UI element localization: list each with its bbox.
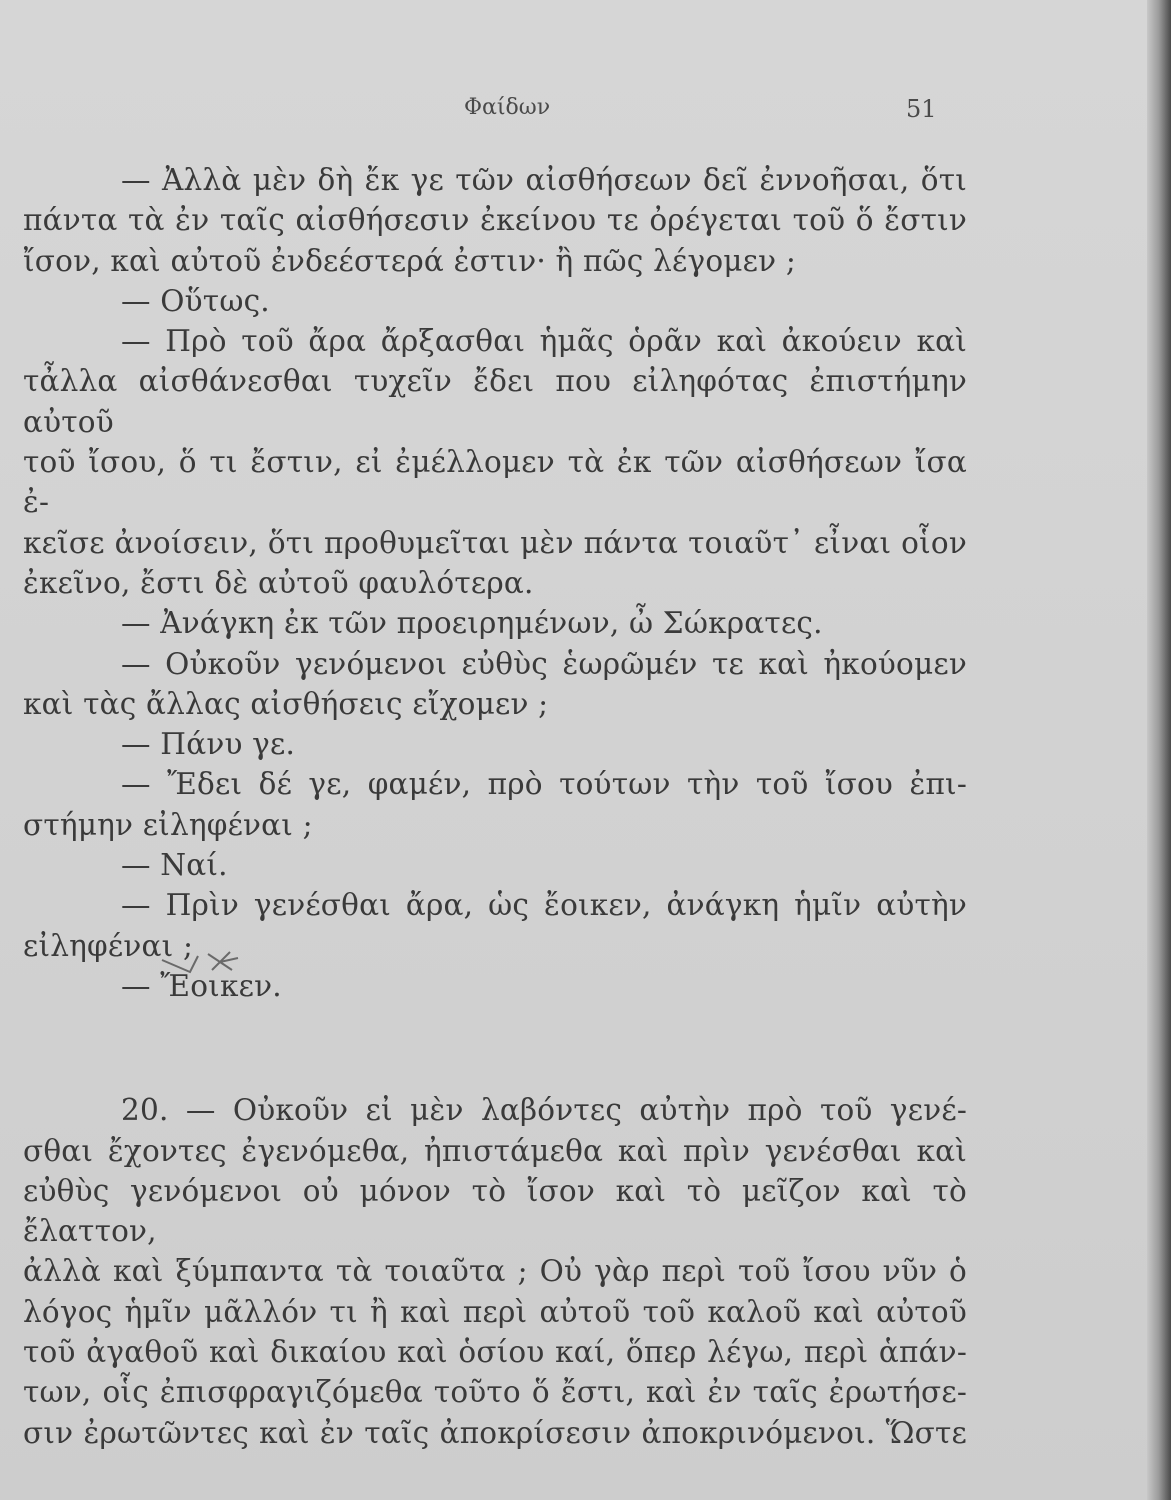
text-line: — Ἀλλὰ μὲν δὴ ἔκ γε τῶν αἰσθήσεων δεῖ ἐννοῆσαι, ὅτι — [121, 163, 967, 197]
text-line: 20. — Οὐκοῦν εἰ μὲν λαβόντες αὐτὴν πρὸ τοῦ γενέ- — [121, 1093, 967, 1128]
text-line: — Οὕτως. — [121, 283, 270, 318]
text-line: — Πρὶν γενέσθαι ἄρα, ὡς ἔοικεν, ἀνάγκη ἡμῖν αὐτὴν — [121, 888, 967, 923]
text-line: — Ναί. — [121, 848, 228, 883]
text-line: τοῦ ἴσου, ὅ τι ἔστιν, εἰ ἐμέλλομεν τὰ ἐκ τῶν αἰσθήσεων ἴσα ἐ- — [23, 445, 967, 520]
body-text — [23, 160, 967, 1453]
text-line: — Πρὸ τοῦ ἄρα ἄρξασθαι ἡμᾶς ὁρᾶν καὶ ἀκούειν καὶ — [121, 324, 967, 359]
text-line: — Ἔδει δέ γε, φαμέν, πρὸ τούτων τὴν τοῦ ἴσου ἐπι- — [121, 767, 967, 802]
text-line: — Οὐκοῦν γενόμενοι εὐθὺς ἑωρῶμέν τε καὶ ἠκούομεν — [121, 646, 967, 681]
text-line: λόγος ἡμῖν μᾶλλόν τι ἢ καὶ περὶ αὐτοῦ τοῦ καλοῦ καὶ αὐτοῦ — [23, 1294, 967, 1329]
text-line: τοῦ ἀγαθοῦ καὶ δικαίου καὶ ὁσίου καί, ὅπερ λέγω, περὶ ἁπάν- — [23, 1335, 967, 1370]
page-number: 51 — [906, 95, 937, 123]
text-line: σθαι ἔχοντες ἐγενόμεθα, ἠπιστάμεθα καὶ πρὶν γενέσθαι καὶ — [23, 1133, 967, 1168]
text-line: κεῖσε ἀνοίσειν, ὅτι προθυμεῖται μὲν πάντα τοιαῦτ᾽ εἶναι οἷον — [23, 525, 967, 560]
running-title: Φαίδων — [464, 95, 551, 120]
text-line: ἀλλὰ καὶ ξύμπαντα τὰ τοιαῦτα ; Οὐ γὰρ περὶ τοῦ ἴσου νῦν ὁ — [23, 1254, 967, 1289]
running-header — [0, 95, 1150, 125]
text-line: ἴσον, καὶ αὐτοῦ ἐνδεέστερά ἐστιν· ἢ πῶς λέγομεν ; — [23, 243, 796, 278]
text-line: σιν ἐρωτῶντες καὶ ἐν ταῖς ἀποκρίσεσιν ἀποκρινόμενοι. Ὥστε — [23, 1415, 967, 1450]
pencil-mark-icon — [160, 948, 240, 976]
section-gap — [23, 1006, 967, 1090]
text-line: — Πάνυ γε. — [121, 727, 296, 762]
text-line: στήμην εἰληφέναι ; — [23, 807, 313, 842]
text-line: ἐκεῖνο, ἔστι δὲ αὐτοῦ φαυλότερα. — [23, 565, 534, 600]
page-edge-shadow — [1147, 0, 1171, 1500]
text-line: — Ἀνάγκη ἐκ τῶν προειρημένων, ὦ Σώκρατες. — [121, 606, 823, 641]
text-line: των, οἷς ἐπισφραγιζόμεθα τοῦτο ὅ ἔστι, καὶ ἐν ταῖς ἐρωτήσε- — [23, 1375, 967, 1410]
text-line: πάντα τὰ ἐν ταῖς αἰσθήσεσιν ἐκείνου τε ὀρέγεται τοῦ ὅ ἔστιν — [23, 203, 967, 238]
text-line: — Ἔοικεν. — [121, 968, 282, 1003]
text-line: εὐθὺς γενόμενοι οὐ μόνον τὸ ἴσον καὶ τὸ μεῖζον καὶ τὸ ἔλαττον, — [23, 1173, 967, 1249]
text-line: καὶ τὰς ἄλλας αἰσθήσεις εἴχομεν ; — [23, 686, 549, 721]
text-line: εἰληφέναι ; — [23, 928, 194, 963]
text-line: τἆλλα αἰσθάνεσθαι τυχεῖν ἔδει που εἰληφότας ἐπιστήμην αὐτοῦ — [23, 364, 967, 439]
